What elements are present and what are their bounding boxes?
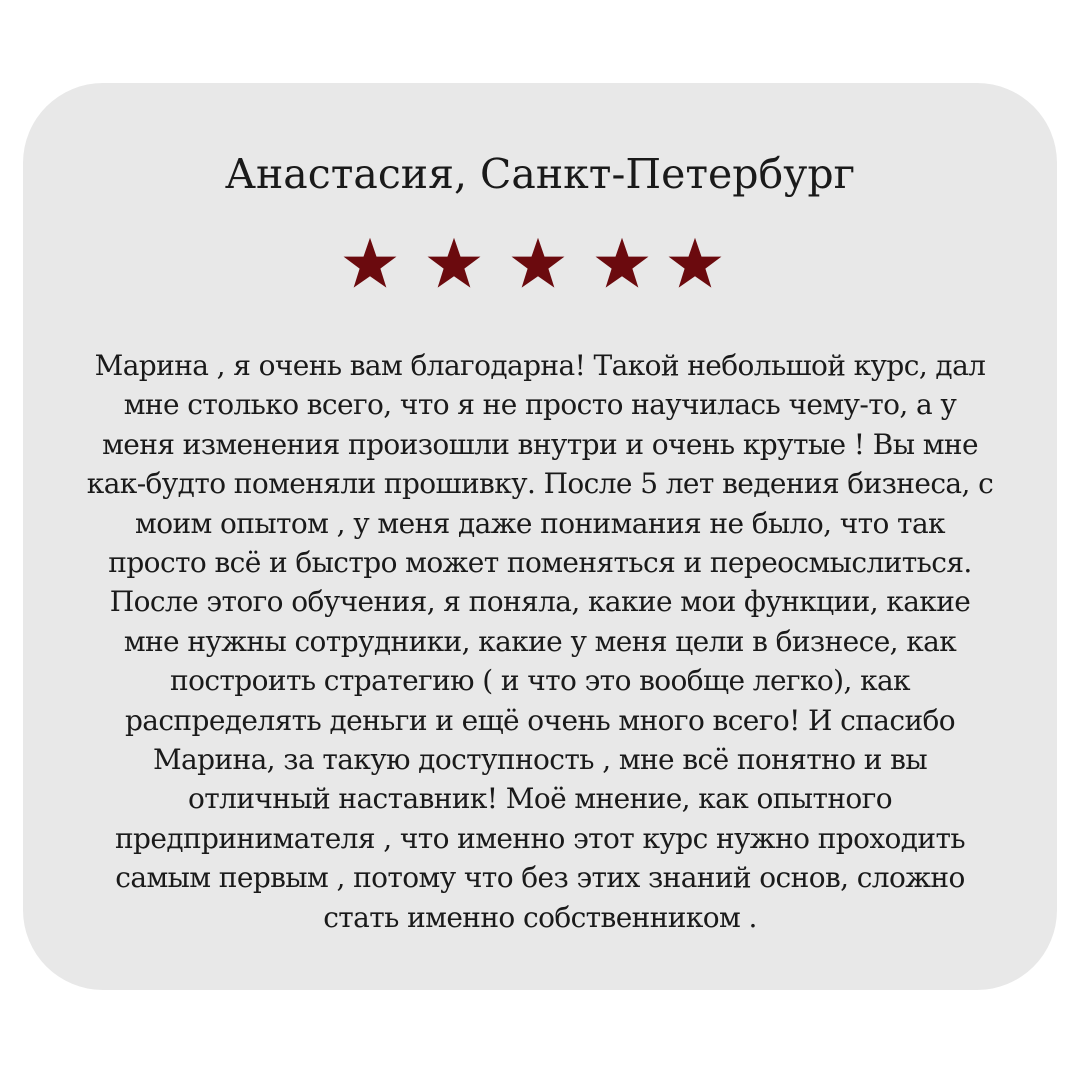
review-text-line: отличный наставник! Моё мнение, как опытного (187, 782, 893, 816)
star-icon (666, 236, 724, 294)
review-text-line: После этого обучения, я поняла, какие мои функции, какие (109, 585, 971, 619)
review-text-line: предпринимателя , что именно этот курс нужно проходить (114, 821, 966, 855)
review-text-line: построить стратегию ( и что это вообще легко), как (170, 664, 910, 698)
star-icon (509, 236, 567, 294)
star-rating (0, 236, 1080, 296)
review-text-line: просто всё и быстро может поменяться и переосмыслиться. (108, 546, 972, 580)
review-text-line: Марина , я очень вам благодарна! Такой небольшой курс, дал (94, 349, 986, 382)
review-text-line: как-будто поменяли прошивку. После 5 лет ведения бизнеса, с (86, 467, 994, 501)
review-author: Анастасия, Санкт-Петербург (224, 150, 856, 198)
star-icon (341, 236, 399, 294)
star-icon (593, 236, 651, 294)
star-icon (425, 236, 483, 294)
review-text (40, 346, 1040, 937)
review-text-line: моим опытом , у меня даже понимания не было, что так (135, 506, 945, 540)
review-text-line: меня изменения произошли внутри и очень крутые ! Вы мне (102, 427, 978, 461)
review-text-line: Марина, за такую доступность , мне всё понятно и вы (152, 743, 928, 777)
review-text-line: самым первым , потому что без этих знаний основ, сложно (115, 861, 965, 895)
review-text-line: мне столько всего, что я не просто научилась чему-то, а у (123, 388, 957, 422)
review-text-line: распределять деньги и ещё очень много всего! И спасибо (124, 703, 956, 737)
review-text-line: мне нужны сотрудники, какие у меня цели в бизнесе, как (123, 624, 957, 658)
review-text-line: стать именно собственником . (323, 900, 757, 934)
